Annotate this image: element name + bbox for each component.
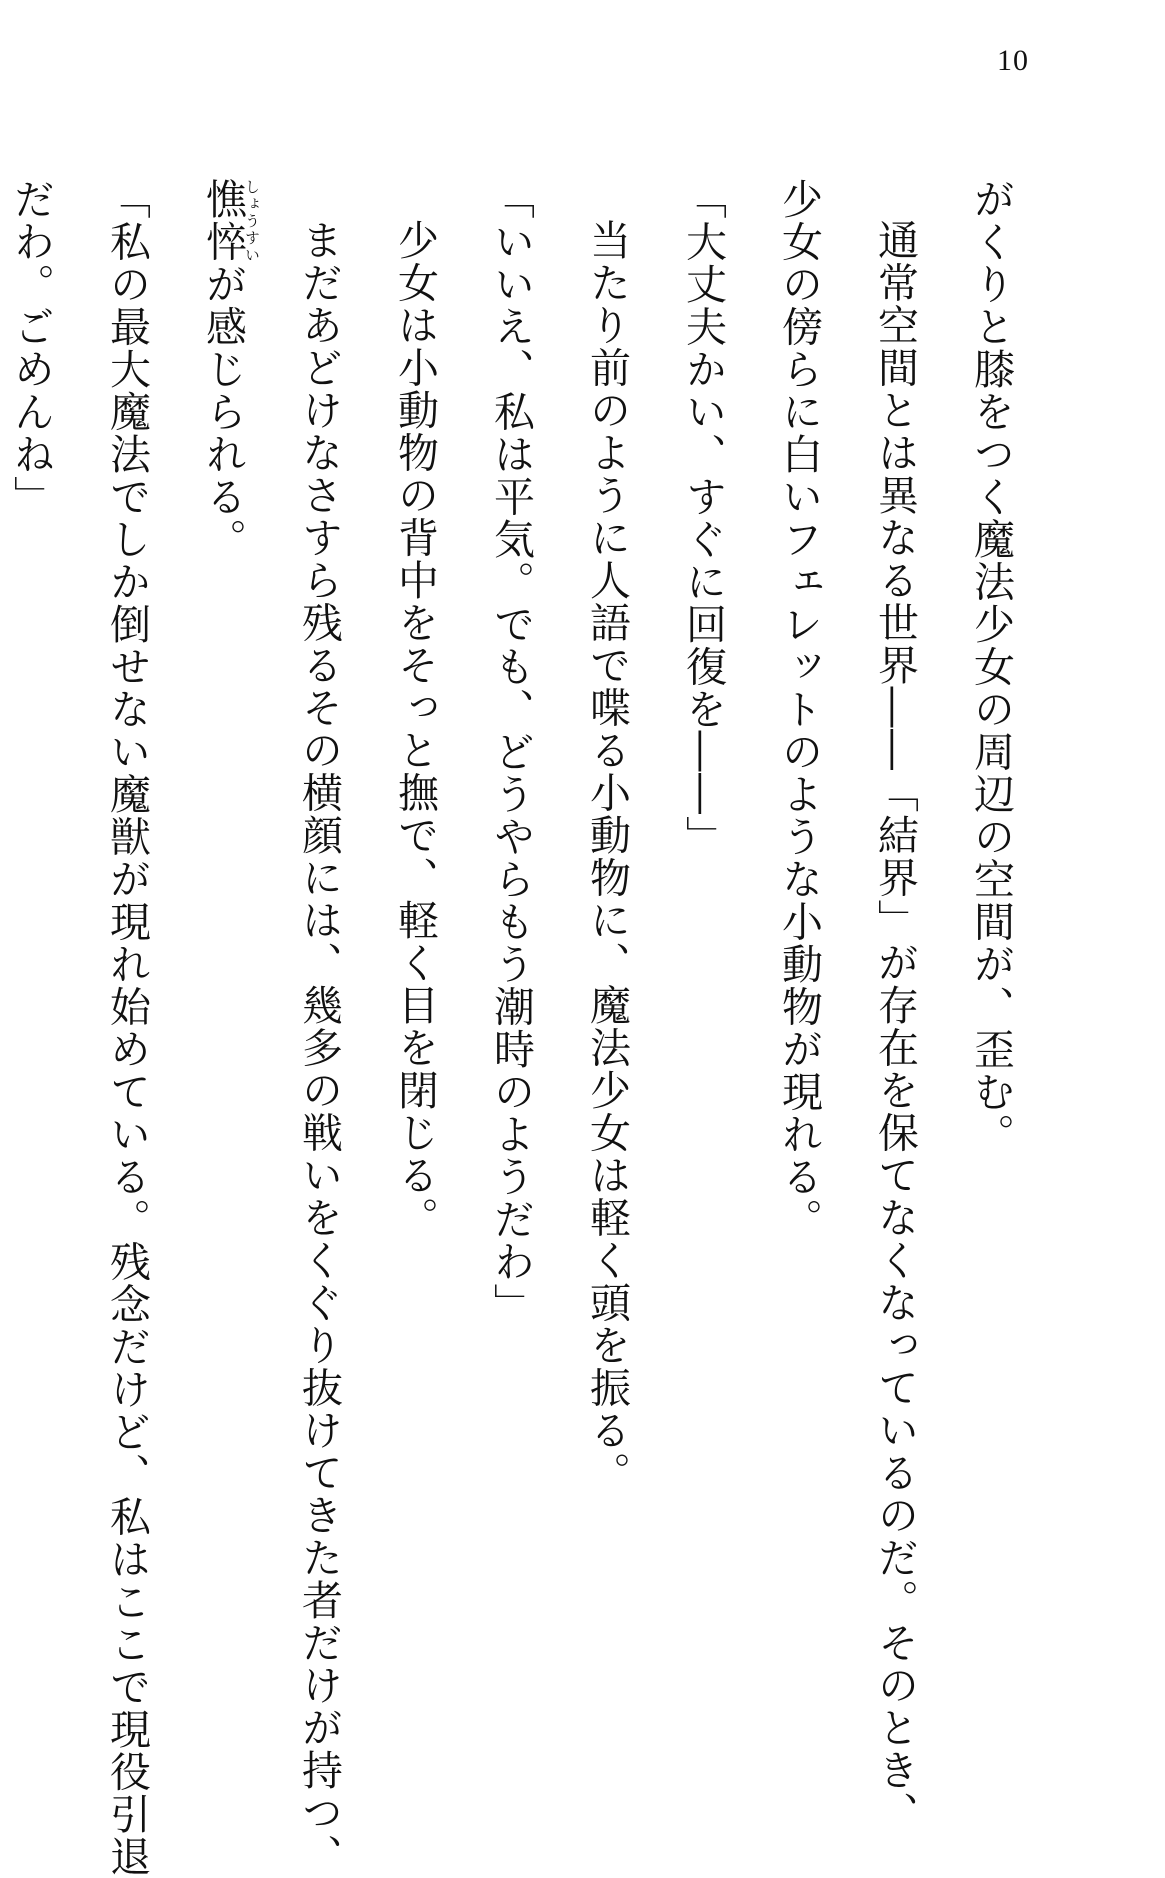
text-line-8: まだあどけなさすら残るその横顔には、幾多の戦いをくぐり抜けてきた者だけが持つ、 bbox=[295, 219, 343, 1877]
text-line-6: 「いいえ、私は平気。でも、どうやらもう潮時のようだわ」 bbox=[487, 178, 535, 1326]
ruby-base: 憔悴 bbox=[199, 178, 247, 263]
text-line-10: 「私の最大魔法でしか倒せない魔獣が現れ始めている。残念だけど、私はここで現役引退 bbox=[103, 178, 151, 1878]
text-line-11: だわ。ごめんね」 bbox=[7, 178, 55, 518]
text-line-3: 少女の傍らに白いフェレットのような小動物が現れる。 bbox=[775, 178, 823, 1241]
text-line-7: 少女は小動物の背中をそっと撫で、軽く目を閉じる。 bbox=[391, 219, 439, 1239]
ruby-reading: しょうすい bbox=[243, 178, 261, 263]
text-line-4: 「大丈夫かい、すぐに回復を――」 bbox=[679, 178, 727, 858]
text-line-9 bbox=[175, 178, 271, 1598]
text-line-2: 通常空間とは異なる世界――「結界」が存在を保てなくなっているのだ。そのとき、 bbox=[871, 219, 919, 1834]
text-line-1: がくりと膝をつく魔法少女の周辺の空間が、歪む。 bbox=[967, 178, 1015, 1156]
text-line-5: 当たり前のように人語で喋る小動物に、魔法少女は軽く頭を振る。 bbox=[583, 219, 631, 1494]
page-number: 10 bbox=[997, 44, 1029, 77]
ruby-word bbox=[199, 178, 261, 263]
text-line-9-rest: が感じられる。 bbox=[199, 263, 247, 561]
vertical-text-body bbox=[7, 178, 1039, 1878]
